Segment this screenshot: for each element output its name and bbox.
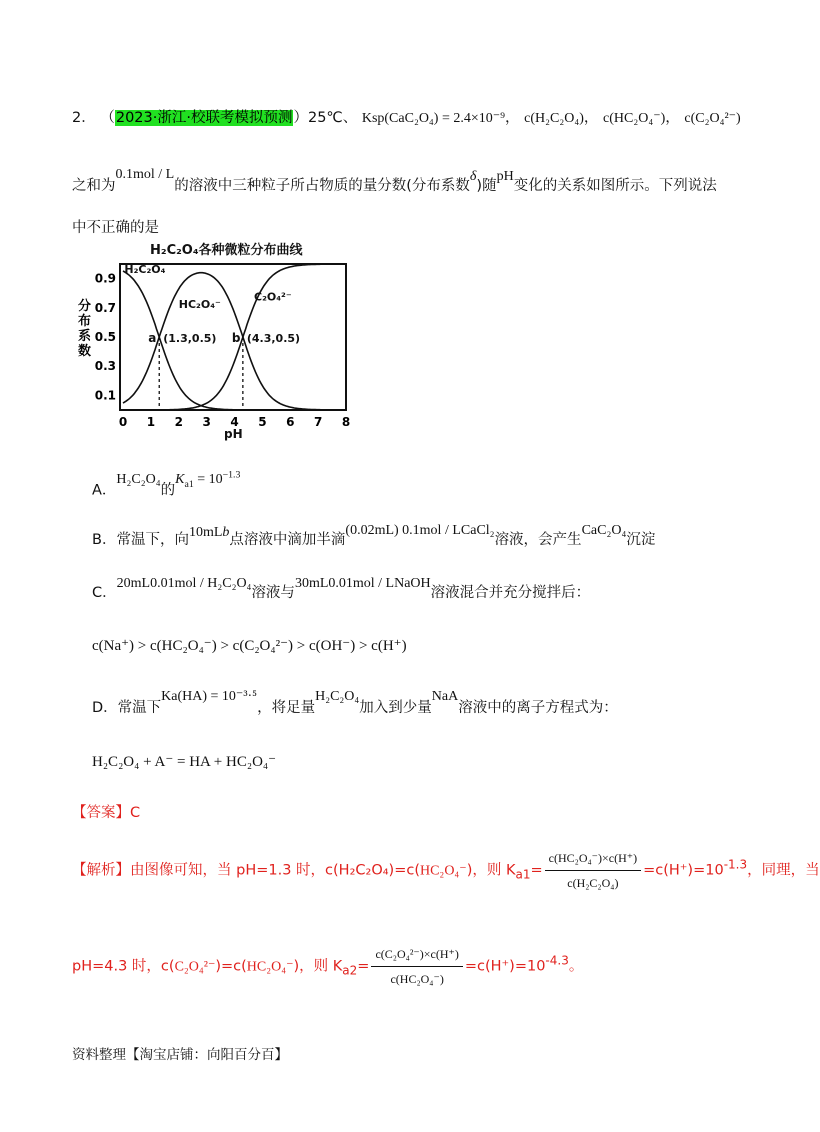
answer-value: C <box>130 805 141 821</box>
y-axis-label-char: 数 <box>78 344 92 359</box>
option-c-inequality: c(Na⁺) > c(HC₂O₄⁻) > c(C₂O₄²⁻) > c(OH⁻) > c(H⁺) <box>92 638 407 654</box>
option-d-equation: H₂C₂O₄ + A⁻ = HA + HC₂O₄⁻ <box>92 754 277 770</box>
y-axis-label-char: 系 <box>78 329 92 344</box>
series-label-c2o4: C₂O₄²⁻ <box>254 290 292 304</box>
option-b: B．常温下，向10mLb点溶液中滴加半滴(0.02mL) 0.1mol / LCaCl₂溶液，会产生CaC₂O₄沉淀 <box>92 523 656 548</box>
y-axis-label-char: 分 <box>78 299 92 314</box>
question-number: 2． <box>72 110 96 126</box>
option-c: C．20mL0.01mol / H₂C₂O₄溶液与30mL0.01mol / LNaOH溶液混合并充分搅拌后： <box>92 576 591 601</box>
c-h2c2o4: c(H₂C₂O₄) <box>524 111 584 126</box>
series-label-h2c2o4: H₂C₂O₄ <box>124 262 166 276</box>
point-a-label: (1.3,0.5) <box>163 332 217 345</box>
delta-symbol: δ <box>469 169 477 184</box>
x-axis-label: pH <box>224 427 243 441</box>
answer-label: 【答案】 <box>72 805 130 821</box>
question-stem-line2: 之和为0.1mol / L的溶液中三种粒子所占物质的量分数(分布系数δ)随pH变化的关系如图所示。下列说法 <box>72 167 717 194</box>
y-axis-label-char: 布 <box>78 314 92 329</box>
question-stem-line3: 中不正确的是 <box>72 220 159 236</box>
option-d-label: D．常温下 <box>92 700 162 716</box>
analysis-line2: pH=4.3 时，c(C₂O₄²⁻)=c(HC₂O₄⁻)，则 $K_{a2}=$ $\frac{\text{c(C₂O₄²⁻)×c(H⁺)}}{\text{c(HC₂O₄⁻)}}$ $=c(H^+)=10^{-4.3}$。 <box>72 944 583 989</box>
y-tick-label: 0.3 <box>94 359 116 374</box>
x-tick-label: 8 <box>341 415 351 429</box>
point-b-label: (4.3,0.5) <box>246 332 301 345</box>
analysis-line1: 【解析】由图像可知，当 pH=1.3 时，c(H₂C₂O₄)=c(HC₂O₄⁻)，则 $K_{a1}=$ $\frac{\text{c(HC₂O₄⁻)×c(H⁺)}}{\text{c(H₂C₂O₄)}}$ $=c(H^+)=10^{-1.3}$，同理，当 <box>72 848 820 893</box>
x-tick-label: 4 <box>230 415 239 429</box>
analysis-label: 【解析】 <box>72 862 130 879</box>
x-tick-label: 7 <box>313 415 323 429</box>
y-tick-label: 0.5 <box>94 330 116 344</box>
y-tick-label: 0.1 <box>94 388 116 403</box>
concentration: 0.1mol / L <box>115 167 175 182</box>
chart-title: H₂C₂O₄各种微粒分布曲线 <box>150 243 303 258</box>
answer <box>72 803 140 823</box>
c-c2o4: c(C₂O₄²⁻) <box>684 111 741 126</box>
c-hc2o4: c(HC₂O₄⁻) <box>603 111 666 126</box>
y-tick-label: 0.7 <box>94 300 116 315</box>
x-tick-label: 2 <box>174 415 183 429</box>
source-tag: 2023·浙江·校联考模拟预测 <box>115 110 293 126</box>
x-tick-label: 0 <box>118 415 128 429</box>
option-a-label: A． <box>92 482 117 499</box>
y-tick-labels <box>95 272 116 403</box>
y-tick-label: 0.9 <box>94 271 116 286</box>
option-a: A．H₂C₂O₄的$K_{a1} = 10^{-1.3}$ <box>92 469 241 499</box>
x-tick-label: 6 <box>286 415 295 429</box>
ka1-fraction: $\frac{\text{c(HC₂O₄⁻)×c(H⁺)}}{\text{c(H₂C₂O₄)}}$ <box>545 848 641 893</box>
option-d: D．常温下Ka(HA) = 10⁻³·⁵，将足量H₂C₂O₄加入到少量NaA溶液中的离子方程式为： <box>92 689 618 716</box>
series-label-hc2o4: HC₂O₄⁻ <box>178 297 221 311</box>
point-b-name: b <box>231 331 241 345</box>
question-stem-line1: 2． （2023·浙江·校联考模拟预测）25℃、 Ksp(CaC₂O₄) = 2.4×10⁻⁹， c(H₂C₂O₄)， c(HC₂O₄⁻)， c(C₂O₄²⁻) <box>72 110 741 126</box>
distribution-chart <box>70 240 370 445</box>
option-b-label: B．常温下，向 <box>92 532 189 548</box>
x-tick-label: 5 <box>258 415 267 429</box>
y-axis-label <box>78 298 91 359</box>
x-tick-label: 1 <box>146 415 156 429</box>
ksp-expression: Ksp(CaC₂O₄) = 2.4×10⁻⁹ <box>361 111 506 126</box>
ph-symbol: pH <box>496 169 514 184</box>
footer-text: 资料整理【淘宝店铺：向阳百分百】 <box>72 1047 288 1063</box>
point-a-name: a <box>148 331 157 345</box>
x-tick-label: 3 <box>202 415 211 429</box>
ka2-fraction: $\frac{\text{c(C₂O₄²⁻)×c(H⁺)}}{\text{c(HC₂O₄⁻)}}$ <box>371 944 462 989</box>
option-c-label: C． <box>92 585 117 601</box>
